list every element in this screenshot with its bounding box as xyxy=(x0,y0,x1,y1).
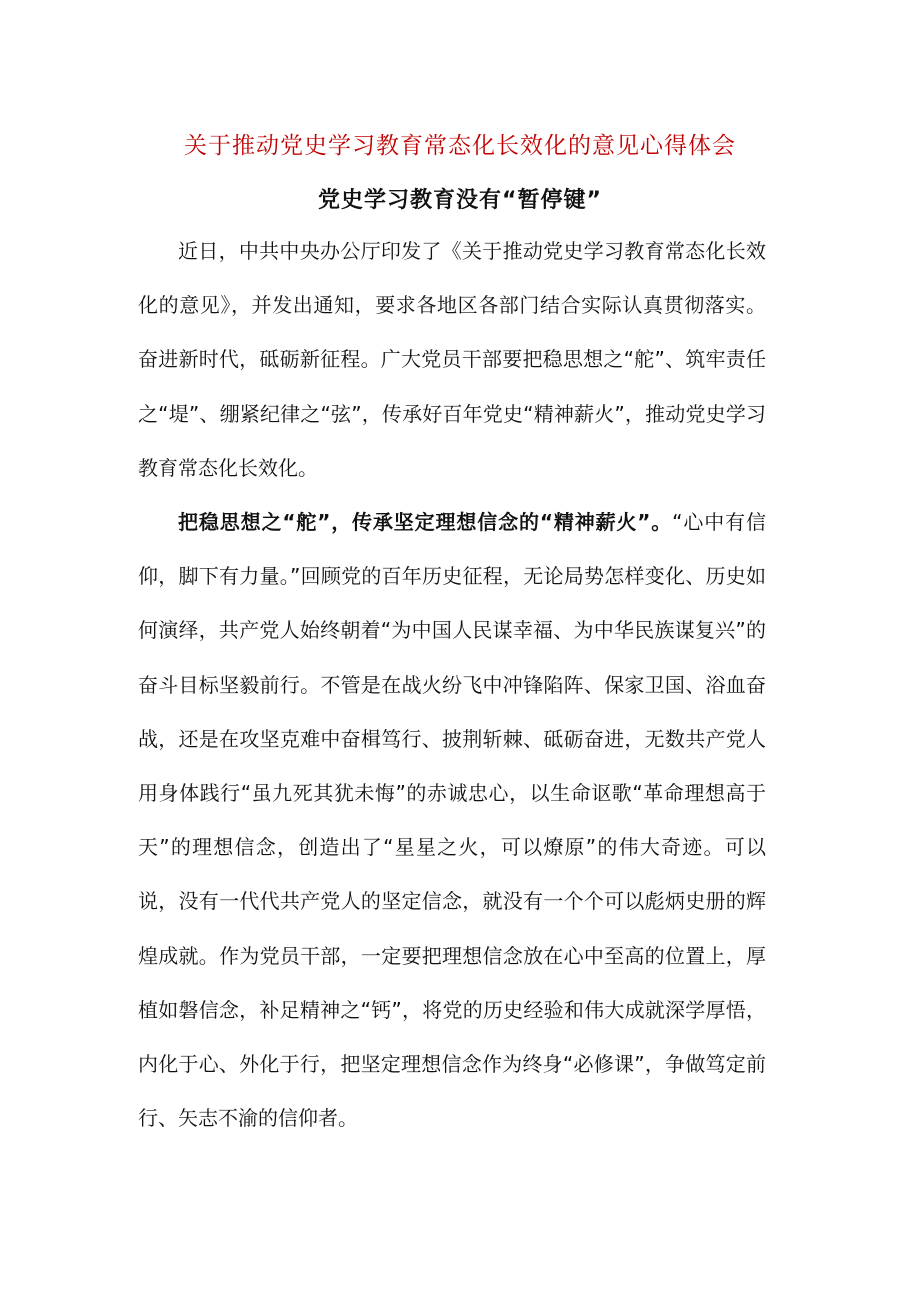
document-title: 关于推动党史学习教育常态化长效化的意见心得体会 xyxy=(184,133,736,159)
paragraph-1-text: 近日，中共中央办公厅印发了《关于推动党史学习教育常态化长效化的意见》，并发出通知，要求各地区各部门结合实际认真贯彻落实。奋进新时代，砥砺新征程。广大党员干部要把稳思想之“舵”、筑牢责任之“堤”、绷紧纪律之“弦”，传承好百年党史“精神薪火”，推动党史学习教育常态化长效化。 xyxy=(138,239,766,480)
document-body xyxy=(138,224,766,1145)
document-subtitle: 党史学习教育没有“暂停键” xyxy=(318,188,602,213)
paragraph-2-text: “心中有信仰，脚下有力量。”回顾党的百年历史征程，无论局势怎样变化、历史如何演绎，共产党人始终朝着“为中国人民谋幸福、为中华民族谋复兴”的奋斗目标坚毅前行。不管是在战火纷飞中冲锋陷阵、保家卫国、浴血奋战，还是在攻坚克难中奋楫笃行、披荆斩棘、砥砺奋进，无数共产党人用身体践行“虽九死其犹未悔”的赤诚忠心，以生命讴歌“革命理想高于天”的理想信念，创造出了“星星之火，可以燎原”的伟大奇迹。可以说，没有一代代共产党人的坚定信念，就没有一个个可以彪炳史册的辉煌成就。作为党员干部，一定要把理想信念放在心中至高的位置上，厚植如磐信念，补足精神之“钙”，将党的历史经验和伟大成就深学厚悟，内化于心、外化于行，把坚定理想信念作为终身“必修课”，争做笃定前行、矢志不渝的信仰者。 xyxy=(138,510,766,1131)
paragraph-2 xyxy=(138,495,766,1145)
paragraph-1 xyxy=(138,224,766,495)
paragraph-2-lead: 把稳思想之“舵”，传承坚定理想信念的“精神薪火”。 xyxy=(178,510,673,535)
